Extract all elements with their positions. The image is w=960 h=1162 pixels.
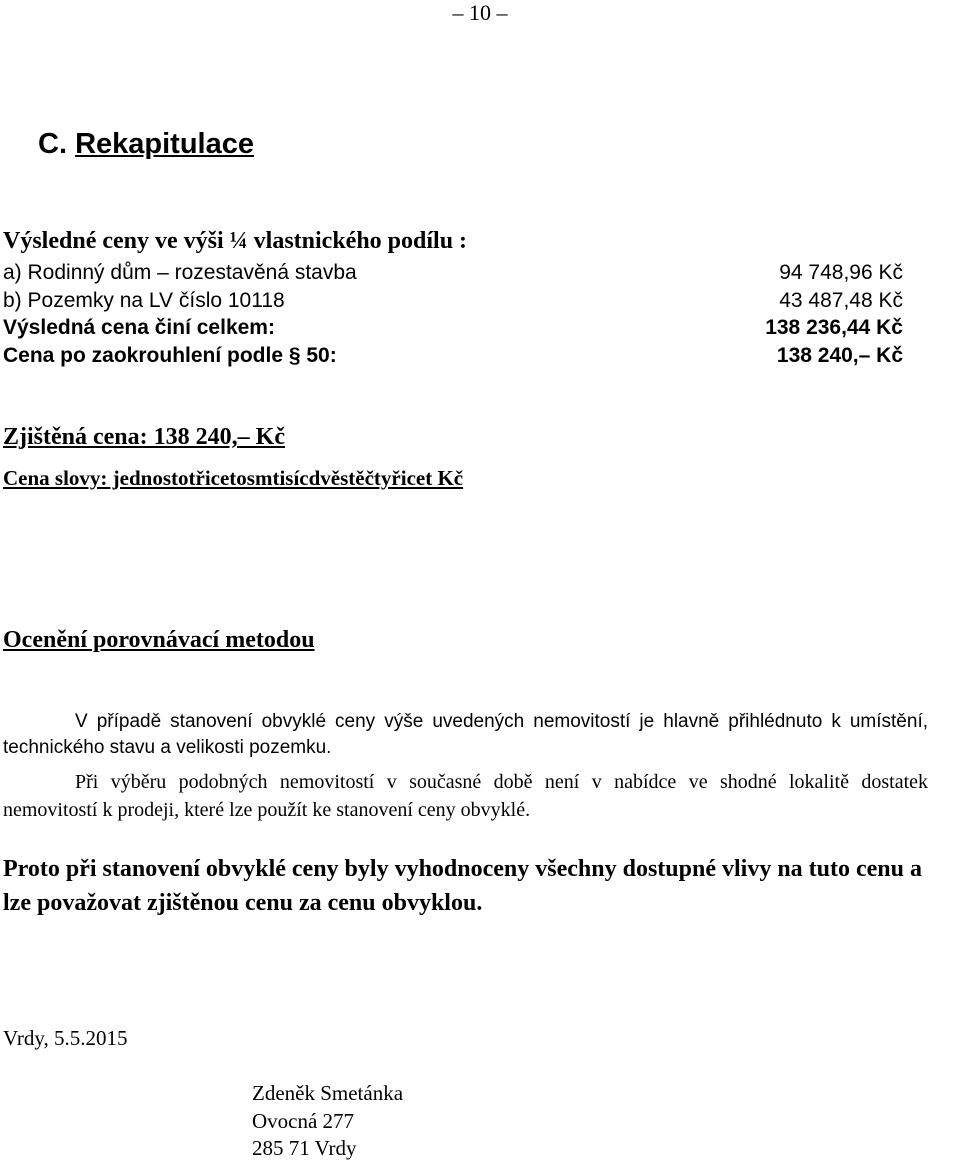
summary-rounded (3, 342, 903, 370)
summary-item-land (3, 287, 903, 315)
summary-item-label: b) Pozemky na LV číslo 10118 (3, 289, 285, 312)
method-paragraph-1 (3, 709, 928, 761)
method-paragraph-2-text: Při výběru podobných nemovitostí v současné době není v nabídce ve shodné lokalitě dostatek nemovitostí k prodeji, které lze použít ke stanovení ceny obvyklé. (3, 771, 928, 821)
summary-total-value: 138 236,44 Kč (765, 316, 903, 339)
summary-item-house (3, 259, 903, 287)
conclusion: Proto při stanovení obvyklé ceny byly vyhodnoceny všechny dostupné vlivy na tuto cenu a lze považovat zjištěnou cenu za cenu obvyklou. (3, 856, 922, 916)
summary-item-label: a) Rodinný dům – rozestavěná stavba (3, 261, 357, 284)
summary-item-value: 94 748,96 Kč (779, 261, 903, 284)
summary-total (3, 314, 903, 342)
author-name: Zdeněk Smetánka (252, 1081, 404, 1105)
method-paragraph-2 (3, 768, 928, 824)
summary-item-value: 43 487,48 Kč (779, 289, 903, 312)
method-heading: Ocenění porovnávací metodou (3, 627, 315, 653)
summary-rounded-value: 138 240,– Kč (776, 344, 903, 367)
author-street: Ovocná 277 (252, 1109, 355, 1133)
author-city: 285 71 Vrdy (252, 1136, 357, 1160)
summary-title: Výsledné ceny ve výši ¼ vlastnického podílu : (3, 228, 468, 254)
found-price: Zjištěná cena: 138 240,– Kč (3, 424, 285, 450)
section-title: Rekapitulace (75, 128, 254, 160)
page-number: – 10 – (452, 0, 508, 25)
price-in-words: Cena slovy: jednostotřicetosmtisícdvěstěčtyřicet Kč (3, 466, 464, 490)
place-date: Vrdy, 5.5.2015 (3, 1026, 128, 1050)
method-paragraph-1-text: V případě stanovení obvyklé ceny výše uvedených nemovitostí je hlavně přihlédnuto k umístění, technického stavu a velikosti pozemku. (3, 711, 928, 758)
summary-rounded-label: Cena po zaokrouhlení podle § 50: (3, 344, 337, 367)
section-letter: C. (38, 128, 67, 160)
summary-total-label: Výsledná cena činí celkem: (3, 316, 275, 339)
section-heading (38, 126, 254, 162)
